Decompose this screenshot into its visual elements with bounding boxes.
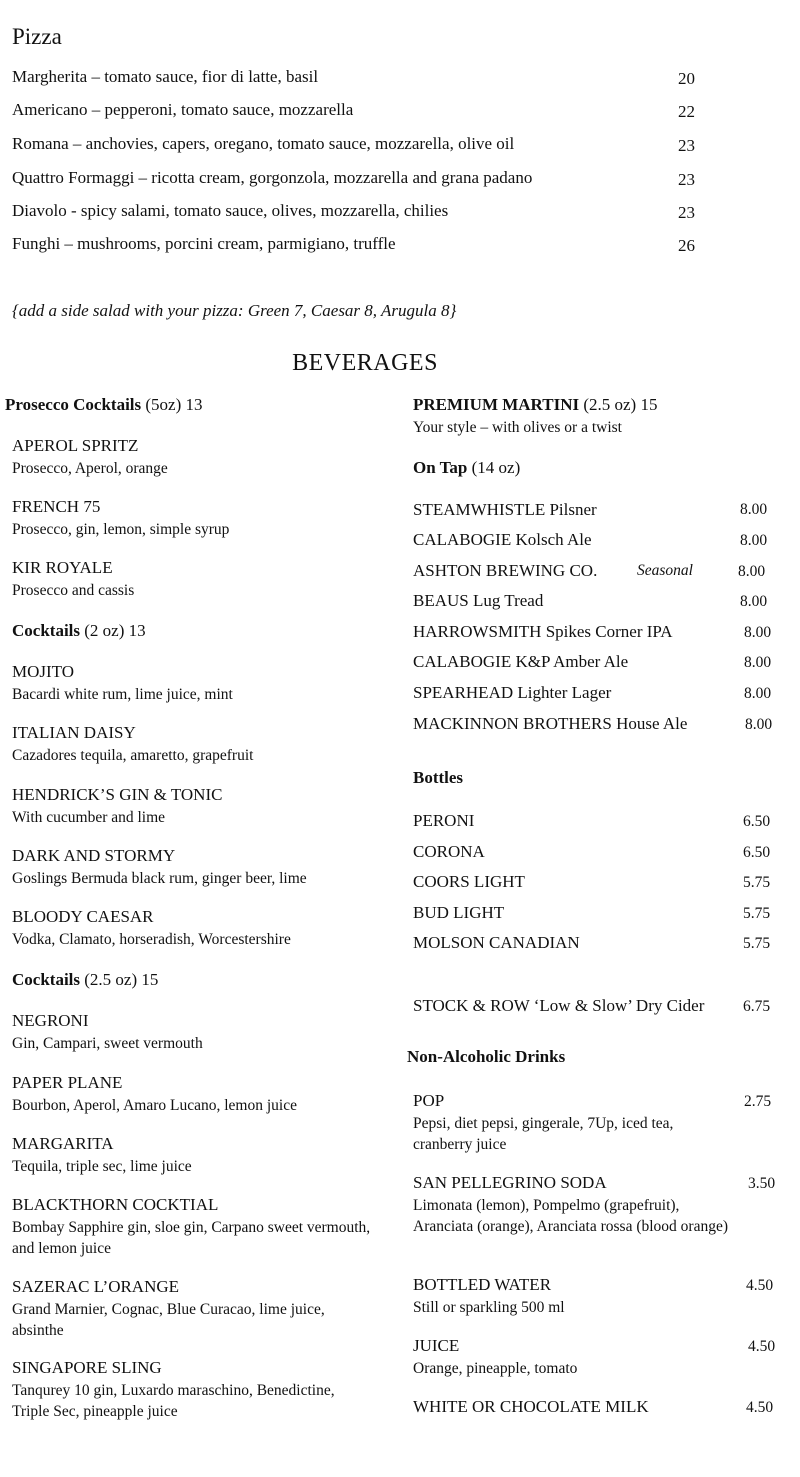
- drink-desc: Pepsi, diet pepsi, gingerale, 7Up, iced tea, cranberry juice: [413, 1115, 674, 1153]
- tap-item: BEAUS Lug Tread: [413, 591, 544, 610]
- section-heading-cocktails-2oz: [12, 621, 146, 641]
- tap-price: 8.00: [744, 654, 772, 671]
- bottle-price: 5.75: [743, 874, 771, 891]
- pizza-item-quattro-formaggi: Quattro Formaggi – ricotta cream, gorgonzola, mozzarella and grana padano: [12, 168, 533, 187]
- tap-price: 8.00: [738, 563, 766, 580]
- bottle-item: CORONA: [413, 842, 485, 861]
- drink-desc: Prosecco, Aperol, orange: [12, 460, 168, 477]
- bottle-price: 5.75: [743, 905, 771, 922]
- drink-desc: Goslings Bermuda black rum, ginger beer, lime: [12, 870, 307, 887]
- drink-desc: Prosecco, gin, lemon, simple syrup: [12, 521, 230, 538]
- section-meta: (2.5 oz) 15: [84, 970, 159, 989]
- drink-name: POP: [413, 1091, 445, 1110]
- tap-item: CALABOGIE K&P Amber Ale: [413, 652, 629, 671]
- drink-name: BOTTLED WATER: [413, 1275, 552, 1294]
- section-heading-bottles: Bottles: [413, 768, 464, 787]
- drink-desc: Vodka, Clamato, horseradish, Worcestershire: [12, 931, 291, 948]
- section-title: On Tap: [413, 458, 468, 477]
- drink-desc: Bacardi white rum, lime juice, mint: [12, 686, 233, 703]
- section-meta: (5oz) 13: [145, 395, 203, 414]
- drink-desc: Your style – with olives or a twist: [413, 419, 622, 436]
- section-meta: (2.5 oz) 15: [583, 395, 658, 414]
- tap-item: STEAMWHISTLE Pilsner: [413, 500, 597, 519]
- drink-desc: Tanqurey 10 gin, Luxardo maraschino, Benedictine, Triple Sec, pineapple juice: [12, 1382, 335, 1420]
- bottle-item: BUD LIGHT: [413, 903, 505, 922]
- drink-name: APEROL SPRITZ: [12, 436, 139, 455]
- drink-name: HENDRICK’S GIN & TONIC: [12, 785, 223, 804]
- tap-price: 8.00: [740, 532, 768, 549]
- pizza-price: 20: [678, 69, 695, 88]
- pizza-item-romana: Romana – anchovies, capers, oregano, tomato sauce, mozzarella, olive oil: [12, 134, 515, 153]
- drink-name: NEGRONI: [12, 1011, 89, 1030]
- drink-name: BLOODY CAESAR: [12, 907, 154, 926]
- pizza-item-funghi: Funghi – mushrooms, porcini cream, parmigiano, truffle: [12, 234, 396, 253]
- drink-name: PAPER PLANE: [12, 1073, 123, 1092]
- drink-name: KIR ROYALE: [12, 558, 113, 577]
- tap-item: MACKINNON BROTHERS House Ale: [413, 714, 688, 733]
- drink-name: SAZERAC L’ORANGE: [12, 1277, 180, 1296]
- pizza-price: 23: [678, 136, 695, 155]
- drink-name: JUICE: [413, 1336, 460, 1355]
- pizza-price: 23: [678, 170, 695, 189]
- cider-price: 6.75: [743, 998, 771, 1015]
- tap-price: 8.00: [744, 685, 772, 702]
- bottle-price: 5.75: [743, 935, 771, 952]
- bottle-item: COORS LIGHT: [413, 872, 525, 891]
- drink-desc: Prosecco and cassis: [12, 582, 135, 599]
- drink-name: MOJITO: [12, 662, 75, 681]
- drink-desc: Gin, Campari, sweet vermouth: [12, 1035, 203, 1052]
- bottle-price: 6.50: [743, 844, 771, 861]
- drink-desc: Bourbon, Aperol, Amaro Lucano, lemon juice: [12, 1097, 297, 1114]
- tap-item-style: Seasonal: [637, 562, 693, 579]
- drink-desc: Cazadores tequila, amaretto, grapefruit: [12, 747, 254, 764]
- section-heading-prosecco: [5, 395, 203, 415]
- drink-name: SAN PELLEGRINO SODA: [413, 1173, 607, 1192]
- tap-price: 8.00: [744, 624, 772, 641]
- drink-name: DARK AND STORMY: [12, 846, 176, 865]
- bottle-item: PERONI: [413, 811, 475, 830]
- drink-desc: Grand Marnier, Cognac, Blue Curacao, lime juice, absinthe: [12, 1301, 325, 1339]
- drink-desc: Still or sparkling 500 ml: [413, 1299, 565, 1316]
- drink-price: 2.75: [744, 1093, 772, 1110]
- section-meta: (14 oz): [471, 458, 521, 477]
- beverages-heading: BEVERAGES: [292, 350, 438, 376]
- tap-price: 8.00: [740, 501, 768, 518]
- drink-price: 4.50: [748, 1338, 776, 1355]
- drink-name: ITALIAN DAISY: [12, 723, 136, 742]
- drink-desc: Orange, pineapple, tomato: [413, 1360, 578, 1377]
- drink-name: FRENCH 75: [12, 497, 101, 516]
- tap-item: HARROWSMITH Spikes Corner IPA: [413, 622, 673, 641]
- pizza-item-margherita: Margherita – tomato sauce, fior di latte, basil: [12, 67, 319, 86]
- drink-name: WHITE OR CHOCOLATE MILK: [413, 1397, 649, 1416]
- section-title: Cocktails: [12, 970, 80, 989]
- pizza-price: 22: [678, 102, 695, 121]
- drink-desc: Limonata (lemon), Pompelmo (grapefruit), Aranciata (orange), Aranciata rossa (blood orange): [413, 1197, 729, 1235]
- section-title: Prosecco Cocktails: [5, 395, 142, 414]
- section-heading-martini: [413, 395, 657, 415]
- drink-name: BLACKTHORN COCKTIAL: [12, 1195, 219, 1214]
- pizza-item-diavolo: Diavolo - spicy salami, tomato sauce, olives, mozzarella, chilies: [12, 201, 449, 220]
- drink-name: SINGAPORE SLING: [12, 1358, 162, 1377]
- section-title: PREMIUM MARTINI: [413, 395, 580, 414]
- side-salad-note: {add a side salad with your pizza: Green 7, Caesar 8, Arugula 8}: [12, 301, 457, 320]
- drink-desc: Tequila, triple sec, lime juice: [12, 1158, 192, 1175]
- drink-price: 4.50: [746, 1399, 774, 1416]
- cider-item: STOCK & ROW ‘Low & Slow’ Dry Cider: [413, 996, 705, 1015]
- pizza-heading: Pizza: [12, 24, 62, 49]
- tap-item: SPEARHEAD Lighter Lager: [413, 683, 612, 702]
- pizza-item-americano: Americano – pepperoni, tomato sauce, mozzarella: [12, 100, 354, 119]
- section-meta: (2 oz) 13: [84, 621, 146, 640]
- drink-desc: Bombay Sapphire gin, sloe gin, Carpano sweet vermouth, and lemon juice: [12, 1219, 371, 1257]
- drink-price: 3.50: [748, 1175, 776, 1192]
- pizza-price: 23: [678, 203, 695, 222]
- drink-name: MARGARITA: [12, 1134, 114, 1153]
- pizza-price: 26: [678, 236, 695, 255]
- section-heading-on-tap: [413, 458, 520, 478]
- tap-item: ASHTON BREWING CO.: [413, 561, 598, 580]
- bottle-item: MOLSON CANADIAN: [413, 933, 580, 952]
- tap-price: 8.00: [740, 593, 768, 610]
- bottle-price: 6.50: [743, 813, 771, 830]
- drink-price: 4.50: [746, 1277, 774, 1294]
- section-title: Cocktails: [12, 621, 80, 640]
- section-heading-non-alcoholic: Non-Alcoholic Drinks: [407, 1047, 566, 1066]
- tap-price: 8.00: [745, 716, 773, 733]
- tap-item: CALABOGIE Kolsch Ale: [413, 530, 592, 549]
- section-heading-cocktails-25oz: [12, 970, 158, 990]
- drink-desc: With cucumber and lime: [12, 809, 166, 826]
